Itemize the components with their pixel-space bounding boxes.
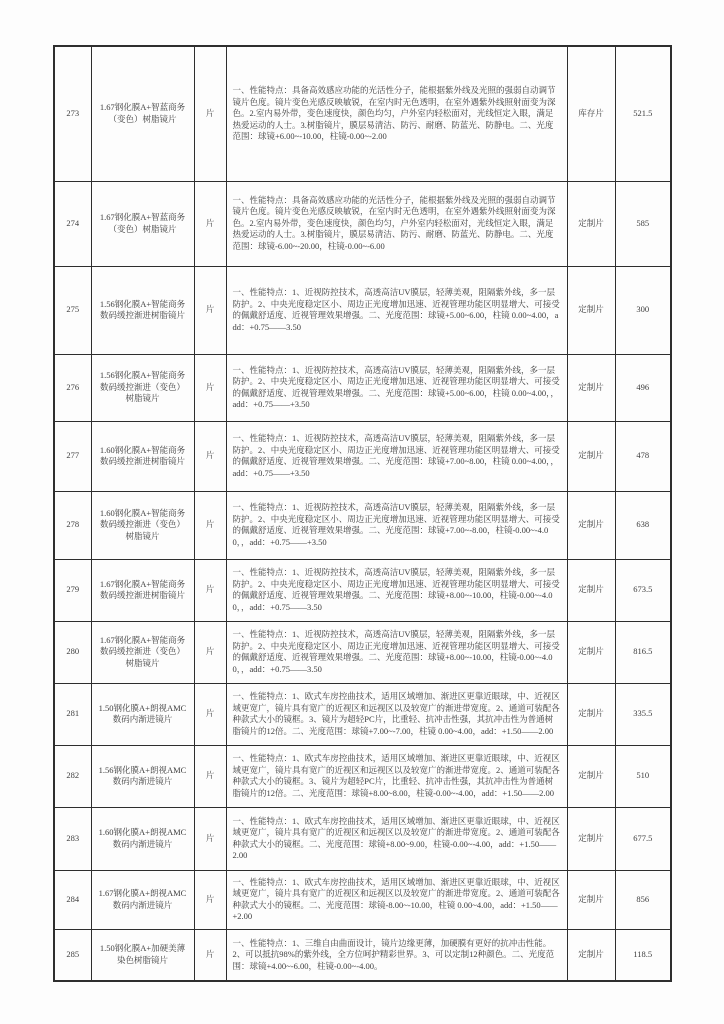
description-cell: 一、性能特点：1、三维自由曲面设计，镜片边缘更薄，加硬膜有更好的抗冲击性能。2、可以抵抗98%的紫外线，全方位呵护精彩世界。3、可以定制12种颜色。二、光度范围：球镜+4.00~-6.00，柱镜-0.00~-4.00。 bbox=[226, 929, 567, 981]
stock-type-cell: 定制片 bbox=[567, 559, 615, 621]
description-cell: 一、性能特点：1、近视防控技术，高透高洁UV膜层，轻薄美观，阻隔紫外线，多一层防护。2、中央光度稳定区小、周边正光度增加迅速、近视管理功能区明显增大、可接受的佩戴舒适度、近视管理效果增强。二、光度范围：球镜+8.00~-10.00，柱镜-0.00~-4.00，，add：+0.75——3.50 bbox=[226, 559, 567, 621]
price-cell: 677.5 bbox=[615, 807, 671, 870]
lens-price-table bbox=[53, 45, 672, 982]
price-cell: 816.5 bbox=[615, 621, 671, 683]
table-row bbox=[54, 421, 671, 491]
description-cell: 一、性能特点：具备高效感应功能的光活性分子，能根据紫外线及光照的强弱自动调节镜片色度。镜片变色光感反映敏锐，在室内时无色透明，在室外遇紫外线照射面变为深色。2.室内易外带，变色速度快，颜色均匀，户外室内轻松面对，光线恒定入眼，满足热爱运动的人士。3.树脂镜片，膜层易清洁、防污、耐磨、防蓝光、防静电。二、光度范围：球镜-6.00~-20.00，柱镜-0.00~-6.00 bbox=[226, 181, 567, 266]
product-name: 1.67钢化膜A+智蓝商务（变色）树脂镜片 bbox=[91, 46, 194, 181]
stock-type-cell: 定制片 bbox=[567, 929, 615, 981]
price-cell: 496 bbox=[615, 354, 671, 421]
stock-type-cell: 库存片 bbox=[567, 46, 615, 181]
product-name: 1.60钢化膜A+朗视AMC数码内渐进镜片 bbox=[91, 807, 194, 870]
row-number: 275 bbox=[54, 266, 91, 354]
description-cell: 一、性能特点：1、近视防控技术，高透高洁UV膜层，轻薄美观，阻隔紫外线，多一层防护。2、中央光度稳定区小、周边正光度增加迅速、近视管理功能区明显增大、可接受的佩戴舒适度、近视管理效果增强。二、光度范围：球镜+7.00~8.00，柱镜 0.00~4.00，，add：+0.75——+3.50 bbox=[226, 421, 567, 491]
row-number: 278 bbox=[54, 491, 91, 559]
product-name: 1.50钢化膜A+朗视AMC数码内渐进镜片 bbox=[91, 683, 194, 745]
row-number: 282 bbox=[54, 745, 91, 807]
price-cell: 335.5 bbox=[615, 683, 671, 745]
product-name: 1.67钢化膜A+智能商务数码缓控渐进（变色）树脂镜片 bbox=[91, 621, 194, 683]
unit-cell: 片 bbox=[194, 354, 226, 421]
table-row bbox=[54, 745, 671, 807]
table-row bbox=[54, 46, 671, 181]
row-number: 276 bbox=[54, 354, 91, 421]
description-cell: 一、性能特点：1、近视防控技术，高透高洁UV膜层，轻薄美观，阻隔紫外线，多一层防护。2、中央光度稳定区小、周边正光度增加迅速、近视管理功能区明显增大、可接受的佩戴舒适度、近视管理效果增强。二、光度范围：球镜+5.00~6.00，柱镜 0.00~4.00，，add：+0.75——+3.50 bbox=[226, 354, 567, 421]
stock-type-cell: 定制片 bbox=[567, 266, 615, 354]
table-row bbox=[54, 621, 671, 683]
row-number: 273 bbox=[54, 46, 91, 181]
row-number: 283 bbox=[54, 807, 91, 870]
price-cell: 521.5 bbox=[615, 46, 671, 181]
product-name: 1.60钢化膜A+智能商务数码缓控渐进（变色）树脂镜片 bbox=[91, 491, 194, 559]
table-row bbox=[54, 266, 671, 354]
table-row bbox=[54, 181, 671, 266]
row-number: 279 bbox=[54, 559, 91, 621]
unit-cell: 片 bbox=[194, 266, 226, 354]
row-number: 277 bbox=[54, 421, 91, 491]
lens-table-body bbox=[54, 46, 671, 981]
unit-cell: 片 bbox=[194, 807, 226, 870]
unit-cell: 片 bbox=[194, 421, 226, 491]
product-name: 1.56钢化膜A+智能商务数码缓控渐进树脂镜片 bbox=[91, 266, 194, 354]
description-cell: 一、性能特点：具备高效感应功能的光活性分子，能根据紫外线及光照的强弱自动调节镜片色度。镜片变色光感反映敏锐，在室内时无色透明，在室外遇紫外线照射面变为深色。2.室内易外带，变色速度快，颜色均匀，户外室内轻松面对，光线恒定入眼，满足热爱运动的人士。3.树脂镜片，膜层易清洁、防污、耐磨、防蓝光、防静电。二、光度范围：球镜+6.00~-10.00，柱镜-0.00~-2.00 bbox=[226, 46, 567, 181]
unit-cell: 片 bbox=[194, 870, 226, 929]
price-cell: 856 bbox=[615, 870, 671, 929]
unit-cell: 片 bbox=[194, 181, 226, 266]
row-number: 280 bbox=[54, 621, 91, 683]
stock-type-cell: 定制片 bbox=[567, 421, 615, 491]
table-row bbox=[54, 559, 671, 621]
price-cell: 585 bbox=[615, 181, 671, 266]
row-number: 284 bbox=[54, 870, 91, 929]
product-name: 1.67钢化膜A+智能商务数码缓控渐进树脂镜片 bbox=[91, 559, 194, 621]
description-cell: 一、性能特点：1、欧式车房控曲技术，适用区域增加、渐进区更靠近眼球，中、近视区域更宽广，镜片具有宽广的近视区和远视区以及较宽广的渐进带宽度。2、通道可装配各种款式大小的镜框。二、光度范围：球镜-8.00~-10.00，柱镜 0.00~4.00，add：+1.50——+2.00 bbox=[226, 870, 567, 929]
stock-type-cell: 定制片 bbox=[567, 181, 615, 266]
price-cell: 673.5 bbox=[615, 559, 671, 621]
stock-type-cell: 定制片 bbox=[567, 870, 615, 929]
description-cell: 一、性能特点：1、欧式车房控曲技术，适用区域增加、渐进区更靠近眼球，中、近视区域更宽广，镜片具有宽广的近视区和远视区以及较宽广的渐进带宽度。2、通道可装配各种款式大小的镜框。二、光度范围：球镜+8.00~9.00，柱镜-0.00~-4.00，add：+1.50——2.00 bbox=[226, 807, 567, 870]
stock-type-cell: 定制片 bbox=[567, 621, 615, 683]
description-cell: 一、性能特点：1、近视防控技术，高透高洁UV膜层，轻薄美观，阻隔紫外线，多一层防护。2、中央光度稳定区小、周边正光度增加迅速、近视管理功能区明显增大、可接受的佩戴舒适度、近视管理效果增强。二、光度范围：球镜+5.00~6.00，柱镜 0.00~4.00，add：+0.75——3.50 bbox=[226, 266, 567, 354]
product-name: 1.60钢化膜A+智能商务数码缓控渐进树脂镜片 bbox=[91, 421, 194, 491]
product-name: 1.56钢化膜A+朗视AMC数码内渐进镜片 bbox=[91, 745, 194, 807]
stock-type-cell: 定制片 bbox=[567, 354, 615, 421]
stock-type-cell: 定制片 bbox=[567, 491, 615, 559]
description-cell: 一、性能特点：1、近视防控技术，高透高洁UV膜层，轻薄美观，阻隔紫外线，多一层防护。2、中央光度稳定区小、周边正光度增加迅速、近视管理功能区明显增大、可接受的佩戴舒适度、近视管理效果增强。二、光度范围：球镜+8.00~-10.00，柱镜-0.00~-4.00，，add：+0.75——3.50 bbox=[226, 621, 567, 683]
price-cell: 638 bbox=[615, 491, 671, 559]
table-row bbox=[54, 354, 671, 421]
table-row bbox=[54, 683, 671, 745]
row-number: 285 bbox=[54, 929, 91, 981]
row-number: 274 bbox=[54, 181, 91, 266]
unit-cell: 片 bbox=[194, 559, 226, 621]
description-cell: 一、性能特点：1、近视防控技术，高透高洁UV膜层，轻薄美观，阻隔紫外线，多一层防护。2、中央光度稳定区小、周边正光度增加迅速、近视管理功能区明显增大、可接受的佩戴舒适度、近视管理效果增强。二、光度范围：球镜+7.00~-8.00，柱镜-0.00~-4.00，，add：+0.75——+3.50 bbox=[226, 491, 567, 559]
price-cell: 300 bbox=[615, 266, 671, 354]
unit-cell: 片 bbox=[194, 929, 226, 981]
product-name: 1.67钢化膜A+朗视AMC数码内渐进镜片 bbox=[91, 870, 194, 929]
description-cell: 一、性能特点：1、欧式车房控曲技术，适用区域增加、渐进区更靠近眼球，中、近视区域更宽广，镜片具有宽广的近视区和远视区以及较宽广的渐进带宽度。2、通道可装配各种款式大小的镜框。3、镜片为超轻PC片，比重轻、抗冲击性强，其抗冲击性为普通树脂镜片的12倍。二、光度范围：球镜+7.00~-7.00，柱镜 0.00~4.00，add：+1.50——2.00 bbox=[226, 683, 567, 745]
row-number: 281 bbox=[54, 683, 91, 745]
price-cell: 118.5 bbox=[615, 929, 671, 981]
stock-type-cell: 定制片 bbox=[567, 807, 615, 870]
price-cell: 478 bbox=[615, 421, 671, 491]
table-row bbox=[54, 870, 671, 929]
price-cell: 510 bbox=[615, 745, 671, 807]
product-name: 1.67钢化膜A+智蓝商务（变色）树脂镜片 bbox=[91, 181, 194, 266]
stock-type-cell: 定制片 bbox=[567, 683, 615, 745]
unit-cell: 片 bbox=[194, 621, 226, 683]
product-name: 1.56钢化膜A+智能商务数码缓控渐进（变色）树脂镜片 bbox=[91, 354, 194, 421]
unit-cell: 片 bbox=[194, 683, 226, 745]
table-row bbox=[54, 807, 671, 870]
description-cell: 一、性能特点：1、欧式车房控曲技术，适用区域增加、渐进区更靠近眼球，中、近视区域更宽广，镜片具有宽广的近视区和远视区以及较宽广的渐进带宽度。2、通道可装配各种款式大小的镜框。3、镜片为超轻PC片，比重轻、抗冲击性强，其抗冲击性为普通树脂镜片的12倍。二、光度范围：球镜+8.00~8.00，柱镜-0.00~-4.00，add：+1.50——2.00 bbox=[226, 745, 567, 807]
unit-cell: 片 bbox=[194, 745, 226, 807]
table-row bbox=[54, 491, 671, 559]
unit-cell: 片 bbox=[194, 46, 226, 181]
table-row bbox=[54, 929, 671, 981]
unit-cell: 片 bbox=[194, 491, 226, 559]
product-name: 1.50钢化膜A+加硬美薄染色树脂镜片 bbox=[91, 929, 194, 981]
stock-type-cell: 定制片 bbox=[567, 745, 615, 807]
